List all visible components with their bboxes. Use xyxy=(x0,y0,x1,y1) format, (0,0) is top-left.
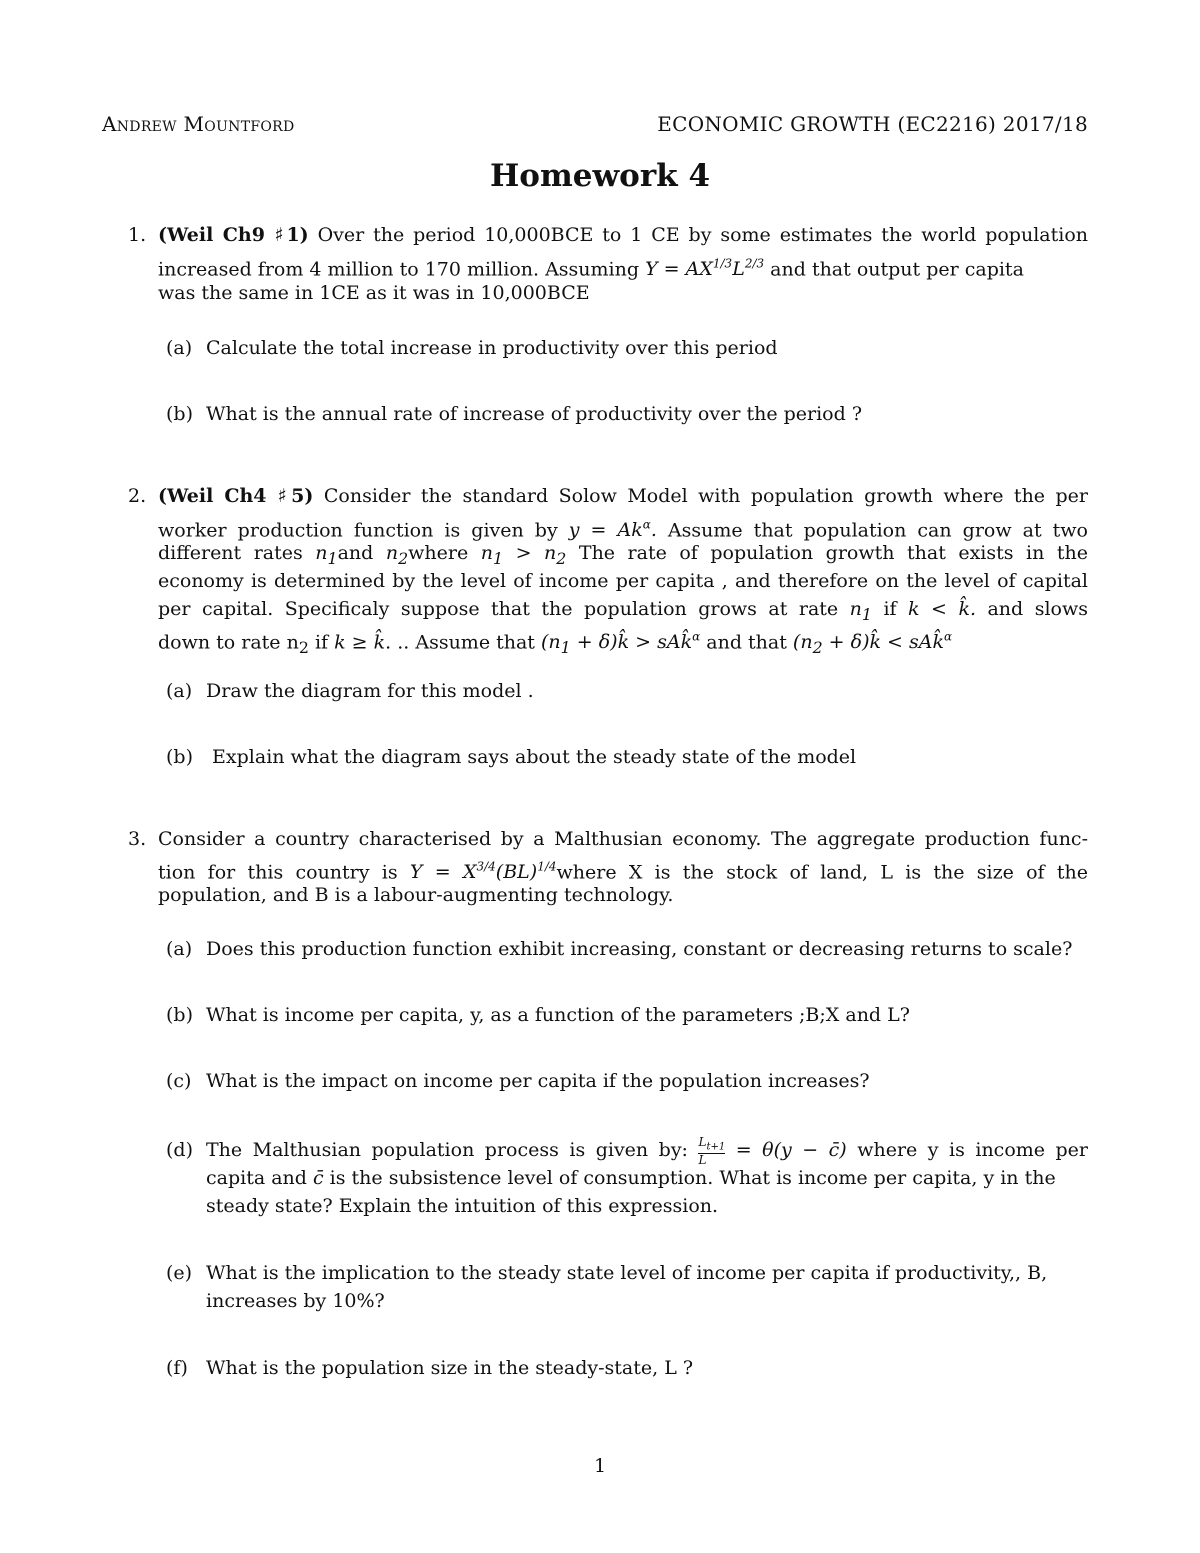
question-3-number: 3. xyxy=(128,828,147,850)
question-3c-text: What is the impact on income per capita if the population increases? xyxy=(206,1070,870,1092)
question-3d-label: (d) xyxy=(166,1139,193,1161)
question-1-ref: (Weil Ch9 ♯1) xyxy=(158,224,309,246)
question-3d-line-3: steady state? Explain the intuition of this expression. xyxy=(206,1195,719,1217)
question-1-line-2: increased from 4 million to 170 million. Assuming $Y = AX^{1/3}L^{2/3}$ and that output per capita xyxy=(158,257,1024,281)
question-1-number: 1. xyxy=(128,224,147,246)
question-1-formula: $Y = AX^{1/3}L^{2/3}$ xyxy=(645,257,765,281)
question-3d-line-2: capita and c̄ is the subsistence level of consumption. What is income per capita, y in the xyxy=(206,1167,1056,1189)
fraction-l-ratio: $\frac{L_{t+1}}{L}$ xyxy=(698,1135,726,1168)
question-3b-label: (b) xyxy=(166,1004,193,1026)
question-1b-text: What is the annual rate of increase of productivity over the period ? xyxy=(206,403,863,425)
question-3e-label: (e) xyxy=(166,1262,193,1284)
question-3-formula: $Y = X^{3/4}(BL)^{1/4}$ xyxy=(409,860,557,884)
question-3d-line-1: The Malthusian population process is given by: $\frac{L_{t+1}}{L}$ = θ(y − c̄) where y is income per xyxy=(206,1135,1089,1168)
question-2-line-5: per capital. Specificaly suppose that the population grows at rate $n_1$ if k < k̂. and slows xyxy=(158,598,1088,624)
question-1b-label: (b) xyxy=(166,403,193,425)
question-2-number: 2. xyxy=(128,485,147,507)
question-2-ref: (Weil Ch4 ♯5) xyxy=(158,485,314,507)
question-1a-text: Calculate the total increase in productivity over this period xyxy=(206,337,778,359)
question-1-line-1: (Weil Ch9 ♯1) Over the period 10,000BCE to 1 CE by some estimates the world population xyxy=(158,224,1088,246)
question-2-line-6: down to rate $n_2$ if k ≥ k̂. .. Assume that ($n_1$ + δ)k̂ > sAk̂$^\alpha$ and that ($n_2$ + δ)k̂ < sAk̂$^\alpha$ xyxy=(158,630,953,658)
question-2-line-1: (Weil Ch4 ♯5) Consider the standard Solow Model with population growth where the per xyxy=(158,485,1089,507)
question-1-line-3: was the same in 1CE as it was in 10,000BCE xyxy=(158,282,590,304)
question-2a-text: Draw the diagram for this model . xyxy=(206,680,534,702)
question-3e-line-1: What is the implication to the steady state level of income per capita if productivity,, B, xyxy=(206,1262,1048,1284)
question-2a-label: (a) xyxy=(166,680,193,702)
question-3f-label: (f) xyxy=(166,1357,188,1379)
homework-title: Homework 4 xyxy=(489,158,711,194)
question-2-line-4: economy is determined by the level of income per capita , and therefore on the level of capital xyxy=(158,570,1088,592)
question-3f-text: What is the population size in the steady-state, L ? xyxy=(206,1357,694,1379)
question-3c-label: (c) xyxy=(166,1070,192,1092)
question-2b-text: Explain what the diagram says about the steady state of the model xyxy=(206,746,857,768)
question-1a-label: (a) xyxy=(166,337,193,359)
question-3-line-1: Consider a country characterised by a Malthusian economy. The aggregate production func- xyxy=(158,828,1088,850)
course-title: ECONOMIC GROWTH (EC2216) 2017/18 xyxy=(657,112,1088,136)
question-2-line-2: worker production function is given by $y = Ak^\alpha$. Assume that population can grow at two xyxy=(158,518,1088,542)
question-3-line-2: tion for this country is $Y = X^{3/4}(BL)^{1/4}where$ X is the stock of land, L is the size of the xyxy=(158,860,1088,884)
question-3-line-3: population, and B is a labour-augmenting technology. xyxy=(158,884,674,906)
question-2-line-3: different rates $n_1and$ $n_2where$ $n_1 > n_2$ The rate of population growth that exists in the xyxy=(158,542,1088,568)
question-3a-label: (a) xyxy=(166,938,193,960)
page-header xyxy=(102,112,1088,136)
question-3b-text: What is income per capita, y, as a function of the parameters ;B;X and L? xyxy=(206,1004,910,1026)
question-2b-label: (b) xyxy=(166,746,193,768)
page-number: 1 xyxy=(593,1455,607,1477)
author-name: Andrew Mountford xyxy=(102,112,295,136)
question-3a-text: Does this production function exhibit increasing, constant or decreasing returns to scale? xyxy=(206,938,1073,960)
question-3e-line-2: increases by 10%? xyxy=(206,1290,385,1312)
